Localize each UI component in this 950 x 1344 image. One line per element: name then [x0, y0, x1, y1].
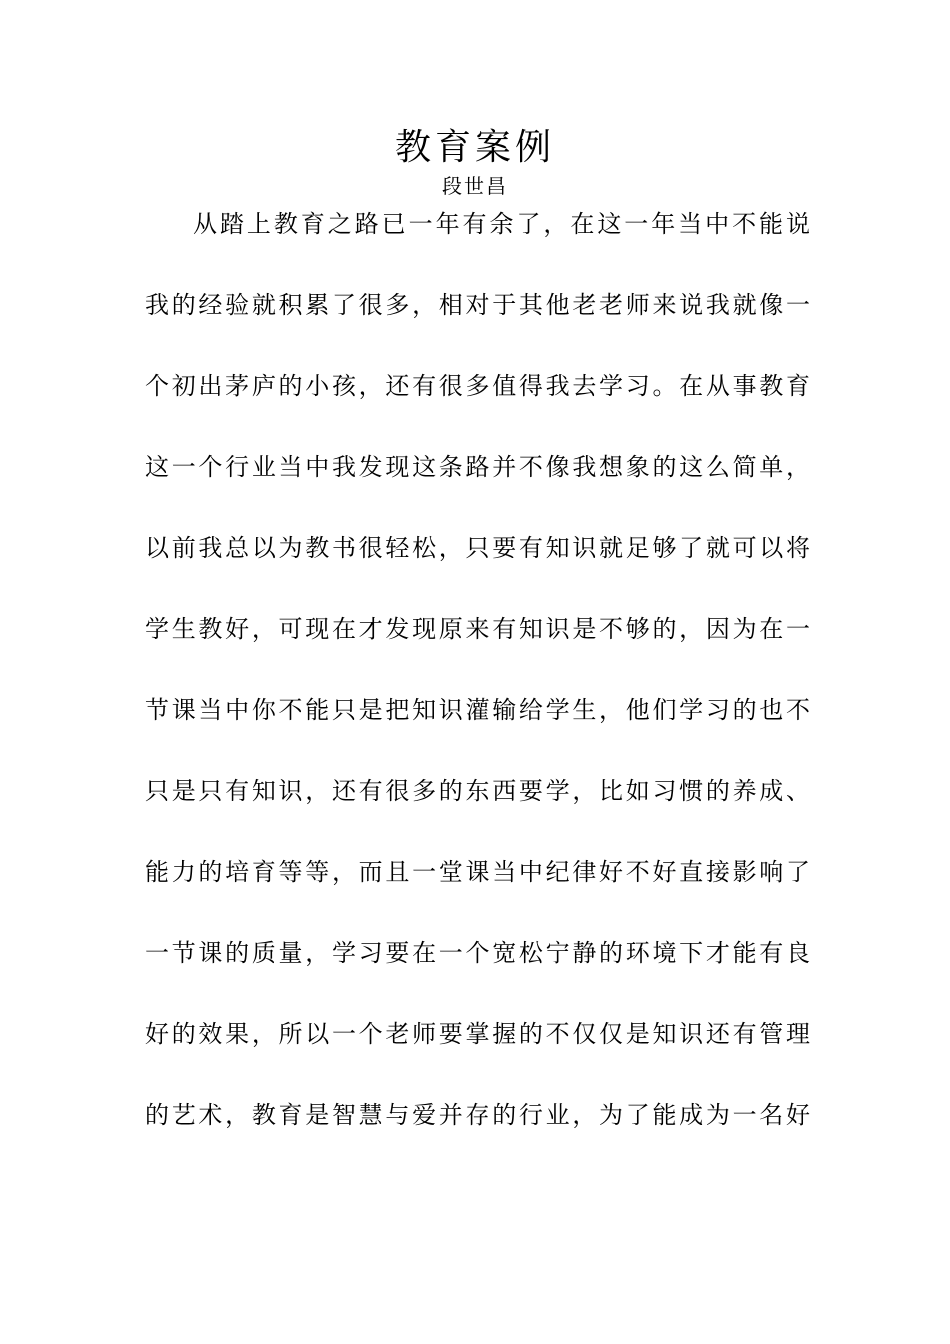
body-text-line: 学生教好，可现在才发现原来有知识是不够的，因为在一	[145, 615, 810, 643]
body-text-line: 只是只有知识，还有很多的东西要学，比如习惯的养成、	[145, 777, 810, 805]
body-text-line: 好的效果，所以一个老师要掌握的不仅仅是知识还有管理	[145, 1020, 810, 1048]
body-text-line: 的艺术，教育是智慧与爱并存的行业，为了能成为一名好	[145, 1101, 810, 1129]
body-text-line: 这一个行业当中我发现这条路并不像我想象的这么简单，	[145, 453, 810, 481]
body-text-line: 节课当中你不能只是把知识灌输给学生，他们学习的也不	[145, 696, 810, 724]
body-text-line: 一节课的质量，学习要在一个宽松宁静的环境下才能有良	[145, 939, 810, 967]
body-text-line: 从踏上教育之路已一年有余了，在这一年当中不能说	[193, 210, 810, 238]
document-title: 教育案例	[394, 127, 555, 168]
document-author: 段世昌	[442, 174, 508, 198]
body-text-line: 以前我总以为教书很轻松，只要有知识就足够了就可以将	[145, 534, 810, 562]
body-text-line: 个初出茅庐的小孩，还有很多值得我去学习。在从事教育	[145, 372, 810, 400]
body-text-line: 我的经验就积累了很多，相对于其他老老师来说我就像一	[145, 291, 810, 319]
body-text-line: 能力的培育等等，而且一堂课当中纪律好不好直接影响了	[145, 858, 810, 886]
